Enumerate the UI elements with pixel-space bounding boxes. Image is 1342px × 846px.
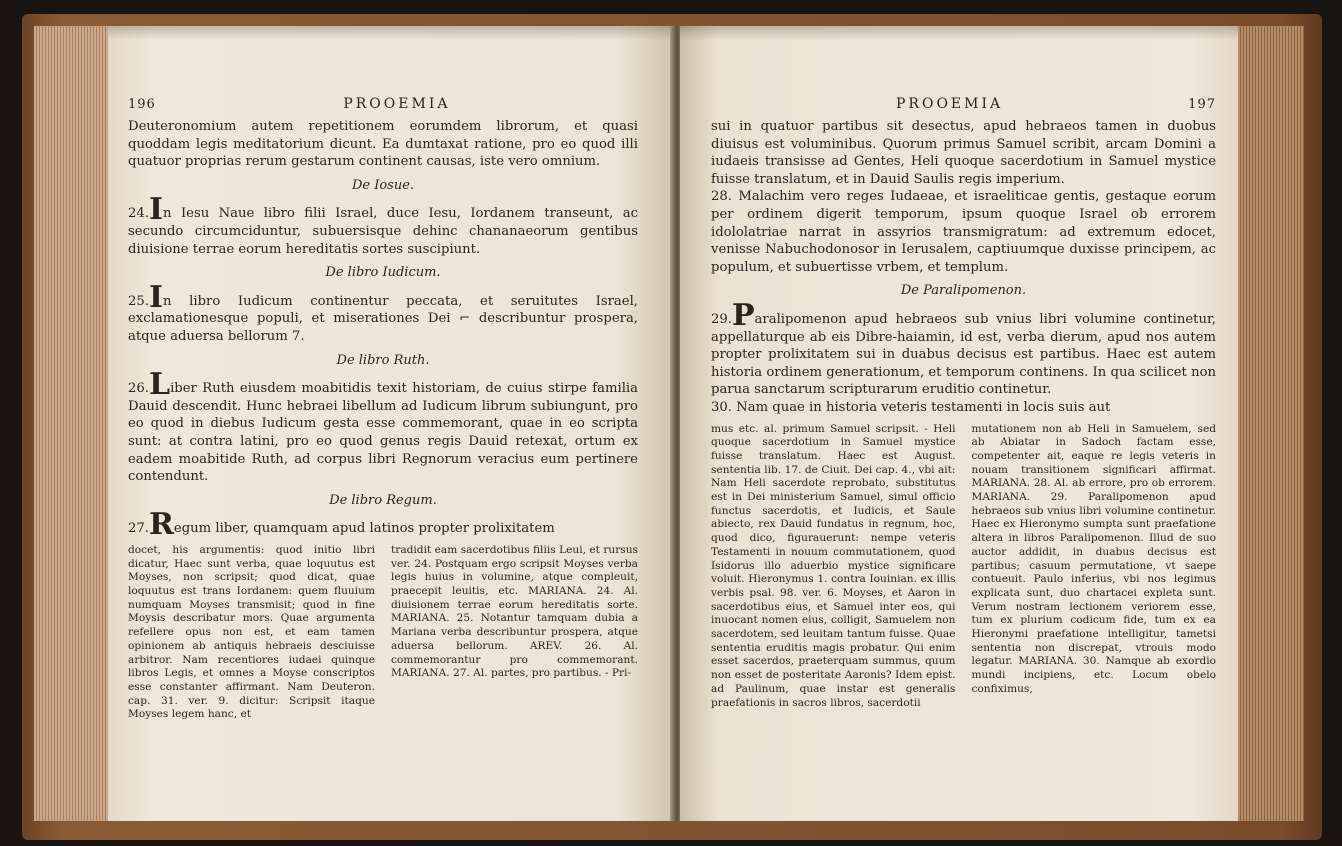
paragraph-30: 30. Nam quae in historia veteris testamenti in locis suis aut (711, 399, 1111, 415)
right-page-content (711, 96, 1216, 710)
page-edges-right (1232, 26, 1304, 821)
paragraph-text: egum liber, quamquam apud latinos propter prolixitatem (173, 521, 555, 537)
left-page (108, 26, 674, 821)
page-edges-left (34, 26, 114, 821)
section-paragraph (711, 297, 1216, 399)
footnotes (711, 423, 1216, 711)
page-number: 196 (128, 97, 156, 112)
section-heading: De libro Regum. (329, 492, 437, 508)
page-shadow (108, 26, 674, 40)
section-paragraph (128, 367, 638, 486)
paragraph-text: n libro Iudicum continentur peccata, et seruitutes Israel, exclamationesque populi, et miserationes Dei ⌐ describuntur prospera, atque aduersa bellorum 7. (128, 293, 638, 344)
intro-paragraph: sui in quatuor partibus sit desectus, apud hebraeos tamen in duobus diuisus est voluminibus. Quorum primus Samuel scribit, arcam Domini a iudaeis transisse ad Gentes, Heli quoque sacerdotium in Samuel mystice fuisse translatum, et in Dauid Saulis regis imperium. (711, 119, 1216, 187)
drop-cap: I (148, 192, 164, 228)
paragraph-number: 24. (128, 206, 149, 222)
section-heading: De libro Ruth. (336, 352, 430, 368)
page-number: 197 (1188, 97, 1216, 112)
section-heading: De Iosue. (351, 177, 415, 193)
section-heading: De libro Iudicum. (325, 265, 441, 281)
paragraph-text: aralipomenon apud hebraeos sub vnius libri volumine continetur, appellaturque ab eis Dibre-haiamin, id est, verba dierum, apud nos autem propter prolixitatem sui in duabus decisus est partibus. Haec est autem historia ordinem generationum, et temporum continens. In qua scilicet non parua sanctarum scripturarum eruditio continetur. (711, 311, 1216, 398)
intro-paragraph: Deuteronomium autem repetitionem eorumdem librorum, et quasi quoddam legis meditatorium dicunt. Ea dumtaxat ratione, pro eo quod illi quatuor proprias rerum gestarum continent causas, iste vero omnium. (128, 119, 638, 170)
drop-cap: P (731, 297, 755, 333)
paragraph-text: n Iesu Naue libro filii Israel, duce Iesu, Iordanem transeunt, ac secundo circumciduntur, subuersisque dehinc chananaeorum gentibus diuisione terrae eorum hereditatis sortes suscipiunt. (128, 206, 638, 257)
section-paragraph (128, 507, 638, 543)
section-paragraph (128, 279, 638, 346)
paragraph-number: 25. (128, 293, 149, 309)
running-head (128, 96, 638, 118)
drop-cap: L (148, 367, 171, 403)
section-heading: De Paralipomenon. (900, 283, 1027, 299)
footnotes (128, 544, 638, 722)
running-head (711, 96, 1216, 118)
section-paragraph (128, 192, 638, 258)
paragraph-text: iber Ruth eiusdem moabitidis texit historiam, de cuius stirpe familia Dauid descendit. Hunc hebraei libellum ad Iudicum librum subiungunt, pro eo quod in diebus Iudicum gesta esse commemorant, quae in eo scripta sunt: at contra latini, pro eo quod genus regis Dauid retexat, ortum ex eadem moabitide Ruth, ad corpus libri Regnorum veracius eum pertinere contendunt. (128, 381, 638, 485)
footnote-column-2: tradidit eam sacerdotibus filiis Leui, et rursus ver. 24. Postquam ergo scripsit Moyses verba legis huius in volumine, atque compleuit, praecepit leuitis, etc. MARIANA. 24. Al. diuisionem terrae eorum hereditatis sorte. MARIANA. 25. Notantur tamquam dubia a Mariana verba describuntur prospera, atque aduersa bellorum. AREV. 26. Al. commemorantur pro commemorant. MARIANA. 27. Al. partes, pro partibus. - Pri- (391, 543, 638, 680)
footnote-column-1: mus etc. al. primum Samuel scripsit. - Heli quoque sacerdotium in Samuel mystice fuisse translatum. Haec est August. sententia lib. 17. de Ciuit. Dei cap. 4., vbi ait: Nam Heli sacerdote reprobato, substitutus est in Dei ministerium Samuel, simul officio functus sacerdotis, et Iudicis, et Saule abiecto, rex Dauid fundatus in regnum, hoc, quod dico, figurauerunt: nempe veteris Testamenti in nouum commutationem, quod Isidorus illo aduerbio mystice significare voluit. Hieronymus 1. contra Iouinian. ex illis verbis psal. 98. ver. 6. Moyses, et Aaron in sacerdotibus eius, et Samuel inter eos, qui inuocant nomen eius, colligit, Samuelem non sacerdotem, sed leuitam tantum fuisse. Quae sententia eruditis magis probatur. Qui enim esset sacerdos, praeterquam summus, quum non esset de posteritate Aaronis? Idem epist. ad Paulinum, quae instar est generalis praefationis in sacros libros, sacerdotii (711, 422, 956, 709)
drop-cap: I (148, 279, 164, 315)
page-shadow (680, 26, 1238, 40)
right-page (680, 26, 1238, 821)
left-page-content (128, 96, 638, 722)
drop-cap: R (148, 507, 174, 543)
paragraph-number: 29. (711, 311, 732, 327)
running-title: PROOEMIA (896, 96, 1004, 112)
footnote-column-2: mutationem non ab Heli in Samuelem, sed ab Abiatar in Sadoch factam esse, competenter ait, eaque re legis veteris in nouam transitionem significari affirmat. MARIANA. 28. Al. ab errore, pro ob errorem. MARIANA. 29. Paralipomenon apud hebraeos sub vnius libri volumine continetur. Haec ex Hieronymo sumpta sunt praefatione altera in libros Paralipomenon. Illud de suo auctor addidit, in duabus decisus est partibus; casuum permutatione, vt saepe contueuit. Paulo inferius, vbi nos legimus explicata sunt, duo chartacei expleta sunt. Verum nostram lectionem veriorem esse, tum ex plurium codicum fide, tum ex ea Hieronymi praefatione intelligitur, tametsi sententia non discrepat, vtrouis modo legatur. MARIANA. 30. Namque ab exordio mundi incipiens, etc. Locum obelo confiximus, (971, 422, 1216, 695)
paragraph-number: 27. (128, 521, 149, 537)
paragraph-28: 28. Malachim vero reges Iudaeae, et israeliticae gentis, gestaque eorum per ordinem digerit temporum, ipsum quoque Israel ob errorem idololatriae narrat in assyrios transmigratum: ad extremum edocet, venisse Nabuchodonosor in Ierusalem, captiuumque duxisse principem, ac populum, et subuertisse vrbem, et templum. (711, 189, 1216, 275)
running-title: PROOEMIA (343, 96, 451, 112)
paragraph-number: 26. (128, 381, 149, 397)
footnote-column-1: docet, his argumentis: quod initio libri dicatur, Haec sunt verba, quae loquutus est Moyses, non scripsit; quod dicat, quae loquutus est trans Iordanem: quem fluuium numquam Moyses transmisit; quod in fine Moysis describatur mors. Quae argumenta refellere opus non est, et eam tamen opinionem ab antiquis hebraeis desciuisse arbitror. Nam recentiores iudaei quinque libros Legis, et omnes a Moyse conscriptos esse constanter affirmant. Nam Deuteron. cap. 31. ver. 9. dicitur: Scripsit itaque Moyses legem hanc, et (128, 543, 375, 721)
